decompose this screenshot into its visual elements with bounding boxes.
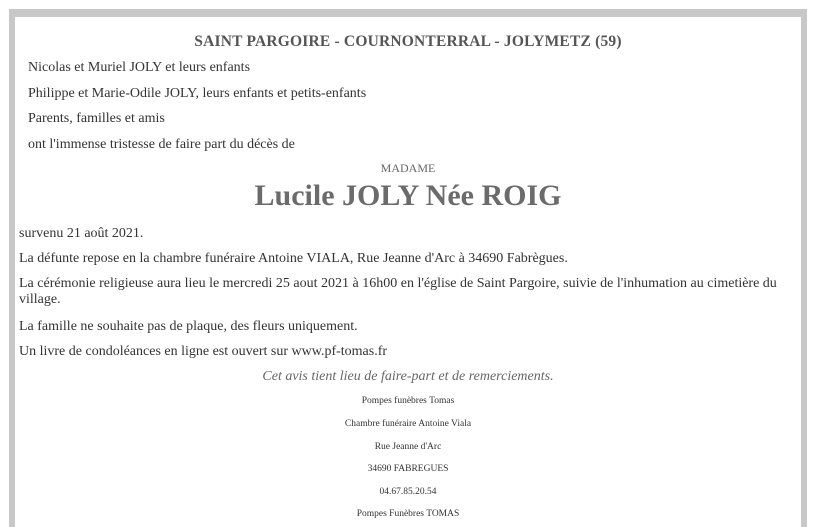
death-date: survenu 21 août 2021. — [19, 226, 144, 241]
street-address: Rue Jeanne d'Arc — [374, 442, 442, 452]
deceased-title: MADAME — [380, 161, 436, 175]
family-line: Philippe et Marie-Odile JOLY, leurs enfants et petits-enfants — [28, 86, 367, 101]
funeral-home-name: Pompes funèbres Tomas — [361, 396, 455, 406]
family-line: ont l'immense tristesse de faire part du décès de — [28, 137, 295, 152]
signature: Pompes Funèbres TOMAS — [356, 509, 460, 519]
obituary-card — [15, 17, 801, 527]
notice-frame — [9, 9, 807, 527]
condolences-text: Un livre de condoléances en ligne est ouvert sur www.pf-tomas.fr — [19, 344, 388, 359]
family-line: Nicolas et Muriel JOLY et leurs enfants — [28, 60, 251, 75]
faire-part-note: Cet avis tient lieu de faire-part et de remerciements. — [262, 369, 554, 384]
postal-city: 34690 FABREGUES — [367, 464, 449, 474]
phone-number: 04.67.85.20.54 — [379, 487, 437, 497]
notice-header: SAINT PARGOIRE - COURNONTERRAL - JOLYMETZ (59) — [194, 33, 622, 50]
ceremony-text: La cérémonie religieuse aura lieu le mercredi 25 aout 2021 à 16h00 en l'église de Saint Pargoire, suivie de l'inhumation au cimetière du village. — [19, 276, 777, 307]
repose-text: La défunte repose en la chambre funéraire Antoine VIALA, Rue Jeanne d'Arc à 34690 Fabrègues. — [19, 251, 568, 266]
funeral-chamber-name: Chambre funéraire Antoine Viala — [344, 419, 472, 429]
flowers-text: La famille ne souhaite pas de plaque, des fleurs uniquement. — [19, 319, 358, 334]
deceased-name: Lucile JOLY Née ROIG — [254, 179, 562, 212]
family-line: Parents, familles et amis — [28, 111, 165, 126]
